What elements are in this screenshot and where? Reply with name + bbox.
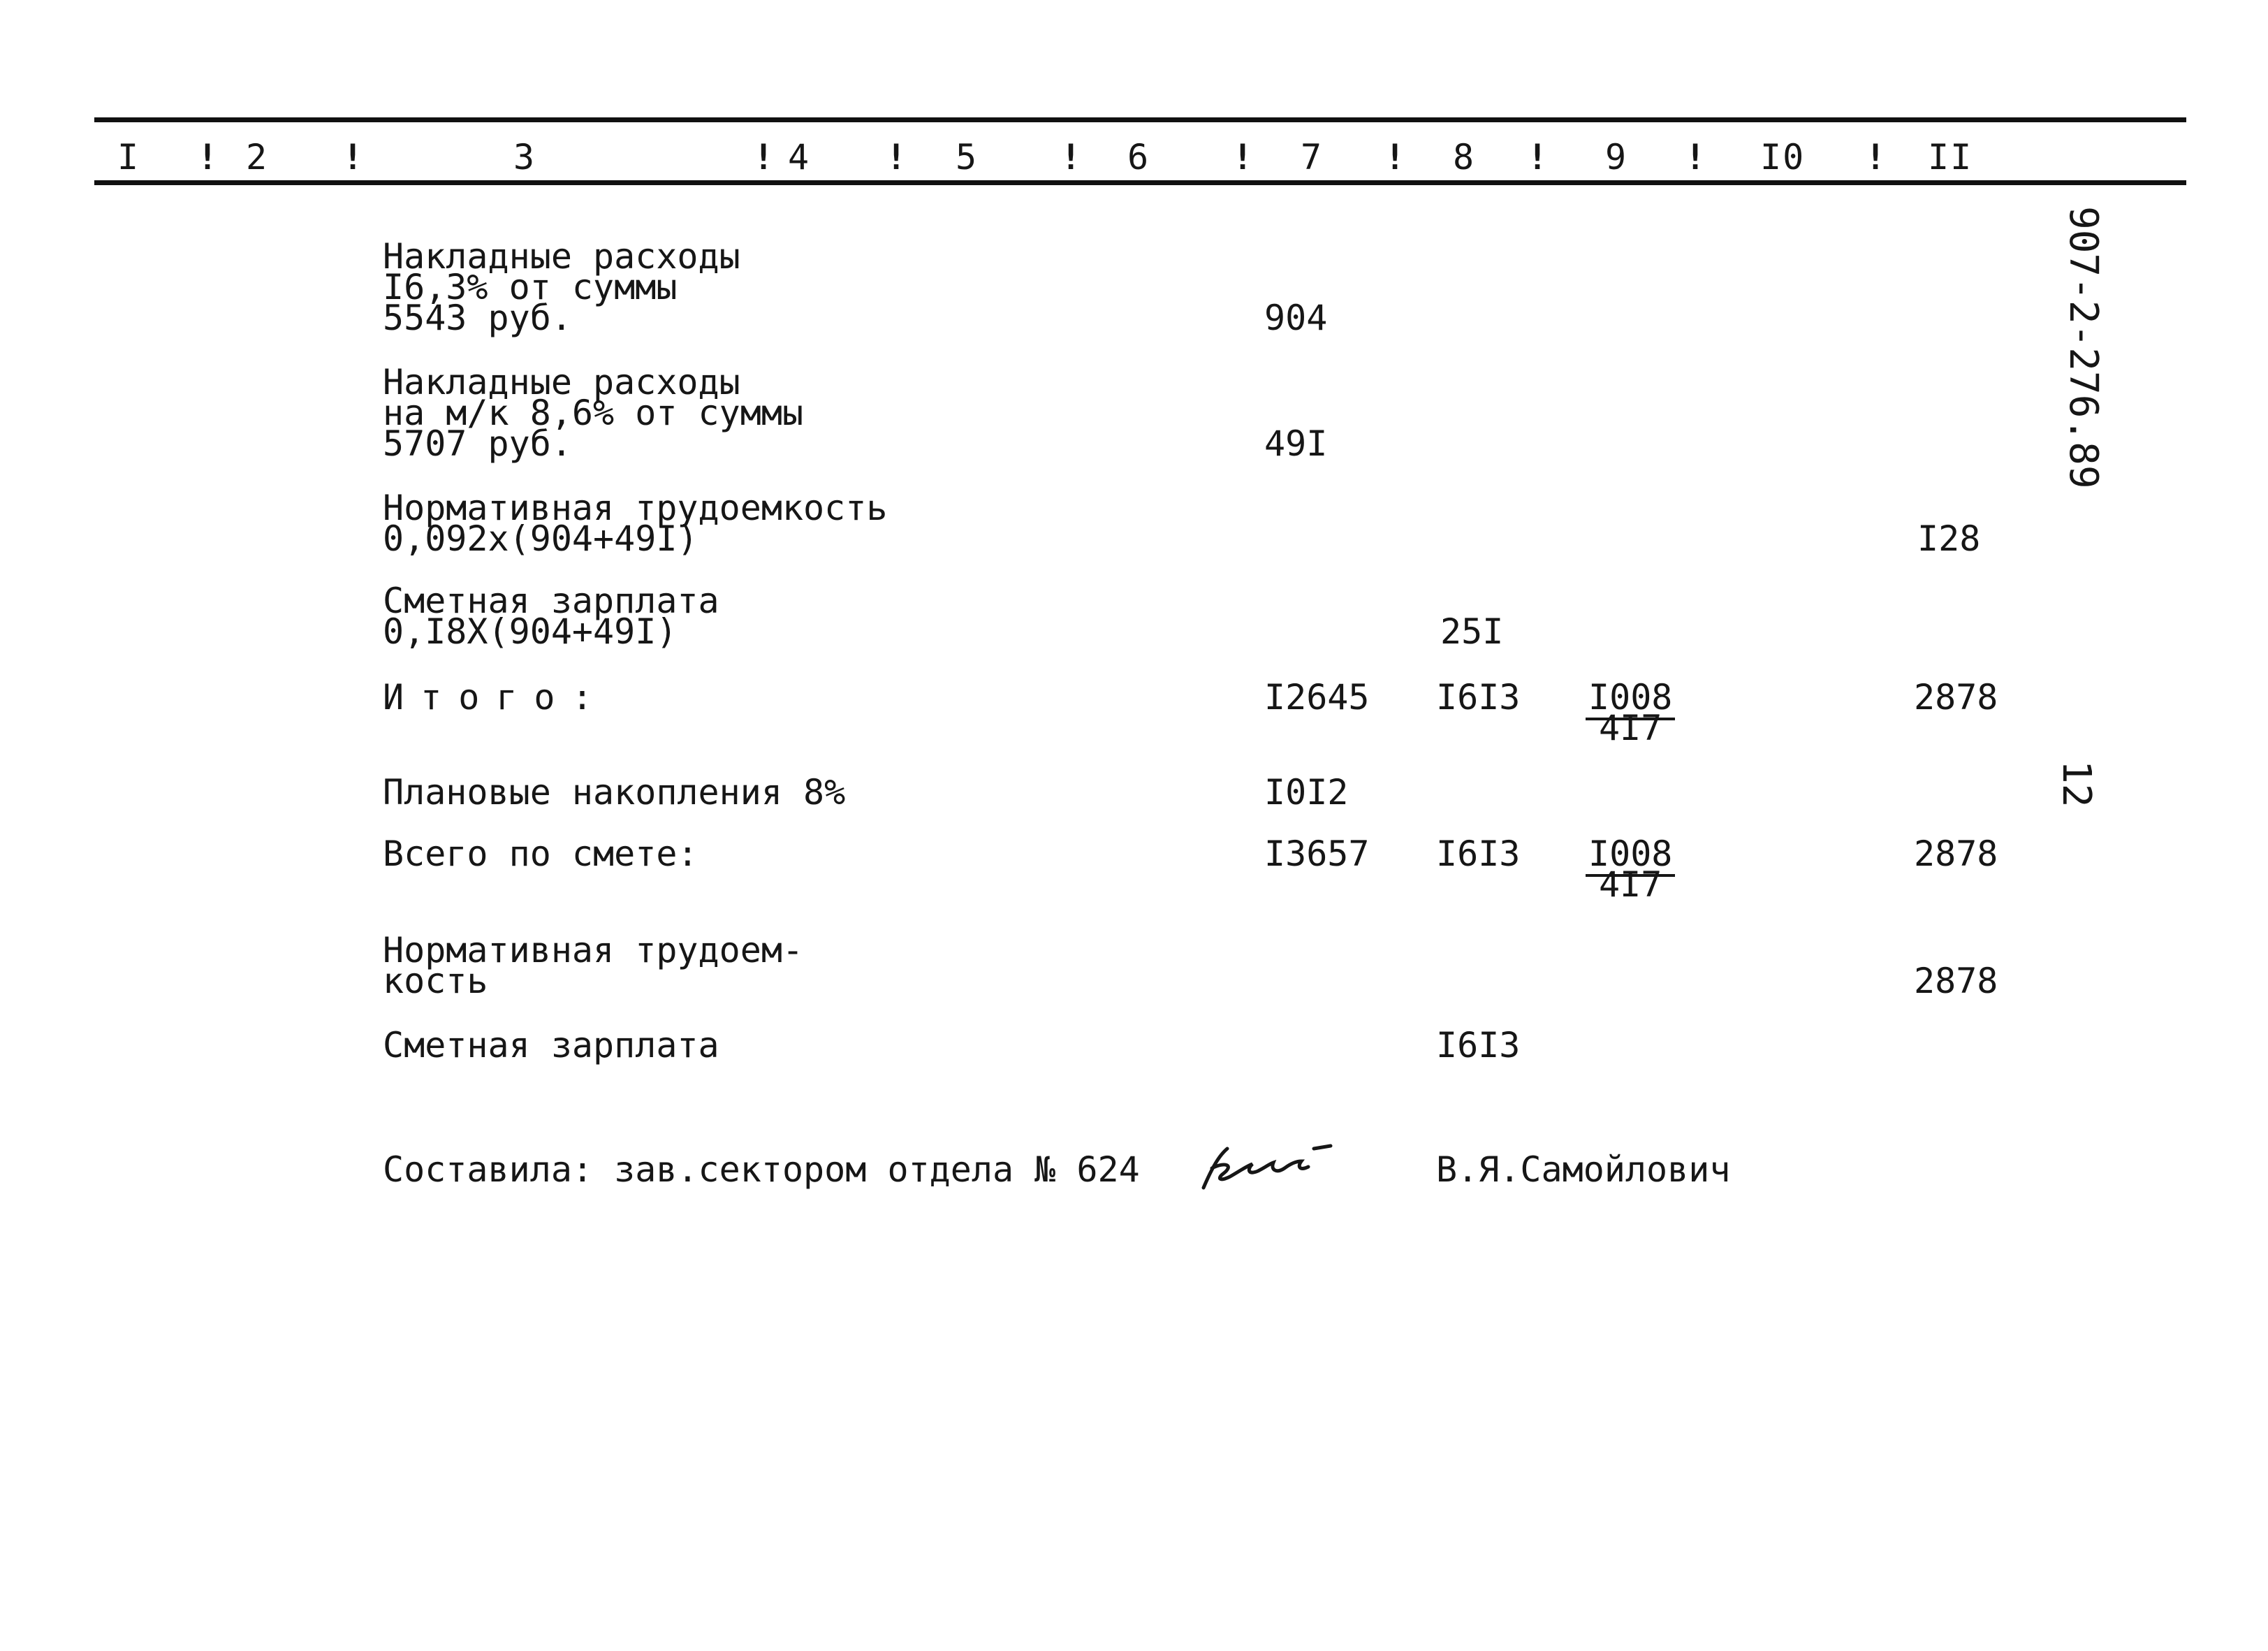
cell-col11: I28 [1917, 518, 1981, 559]
column-separator: ! [753, 137, 775, 177]
row-label-line: на м/к 8,6% от суммы [383, 393, 804, 433]
row-label-line: Накладные расходы [383, 362, 740, 402]
row-label-line: Нормативная трудоем- [383, 930, 804, 970]
fraction-denominator: 4I7 [1599, 864, 1662, 905]
column-header-7: 7 [1301, 137, 1324, 177]
author-name: В.Я.Самойлович [1436, 1149, 1731, 1190]
cell-col11: 2878 [1914, 677, 1998, 718]
row-label: Плановые накопления 8% [383, 772, 846, 813]
row-label: Всего по смете: [383, 834, 698, 874]
row-label-line: Накладные расходы [383, 236, 740, 277]
column-separator: ! [1384, 137, 1406, 177]
column-header-10: I0 [1760, 137, 1806, 177]
row-label-line: 5543 руб. [383, 298, 572, 338]
cell-col7: I3657 [1264, 834, 1370, 874]
cell-col8: I6I3 [1436, 1025, 1521, 1065]
column-separator: ! [1232, 137, 1254, 177]
column-separator: ! [1527, 137, 1549, 177]
column-header-11: II [1928, 137, 1973, 177]
column-separator: ! [197, 137, 219, 177]
column-separator: ! [1060, 137, 1082, 177]
cell-col8: I6I3 [1436, 677, 1521, 718]
document-code: 907-2-276.89 [2061, 206, 2106, 489]
column-separator: ! [1865, 137, 1887, 177]
column-header-2: 2 [246, 137, 269, 177]
column-header-8: 8 [1453, 137, 1476, 177]
row-label-line: I6,3% от суммы [383, 267, 678, 307]
row-label-line: 5707 руб. [383, 423, 572, 464]
table-header-rule [94, 180, 2186, 185]
cell-col8: I6I3 [1436, 834, 1521, 874]
row-label: Сметная зарплата [383, 1025, 719, 1065]
column-separator: ! [342, 137, 364, 177]
fraction-denominator: 4I7 [1599, 708, 1662, 748]
fraction-numerator: I008 [1586, 834, 1675, 877]
compiled-by-label: Составила: зав.сектором отдела № 624 [383, 1149, 1140, 1190]
column-header-6: 6 [1127, 137, 1150, 177]
row-label-line: кость [383, 961, 488, 1001]
page-number: 12 [2054, 760, 2099, 808]
column-separator: ! [886, 137, 907, 177]
cell-col7: 49I [1264, 423, 1328, 464]
cell-col7: I2645 [1264, 677, 1370, 718]
column-header-9: 9 [1605, 137, 1628, 177]
cell-col11: 2878 [1914, 961, 1998, 1001]
cell-col8: 25I [1440, 611, 1504, 652]
cell-col9-fraction [1586, 834, 1675, 905]
column-separator: ! [1685, 137, 1706, 177]
subtotal-label: Итого: [383, 677, 610, 718]
column-header-4: 4 [788, 137, 811, 177]
cell-col7: I0I2 [1264, 772, 1349, 813]
cell-col7: 904 [1264, 298, 1328, 338]
cell-col9-fraction [1586, 677, 1675, 748]
handwritten-signature [1191, 1140, 1338, 1196]
column-header-5: 5 [956, 137, 979, 177]
table-top-rule [94, 117, 2186, 122]
cell-col11: 2878 [1914, 834, 1998, 874]
row-label-line: Сметная зарплата [383, 581, 719, 621]
row-label-line: Нормативная трудоемкость [383, 488, 888, 528]
row-label-line: 0,I8Х(904+49I) [383, 611, 678, 652]
column-header-1: I [117, 137, 140, 177]
row-label-line: 0,092х(904+49I) [383, 518, 698, 559]
column-header-3: 3 [513, 137, 536, 177]
fraction-numerator: I008 [1586, 677, 1675, 720]
